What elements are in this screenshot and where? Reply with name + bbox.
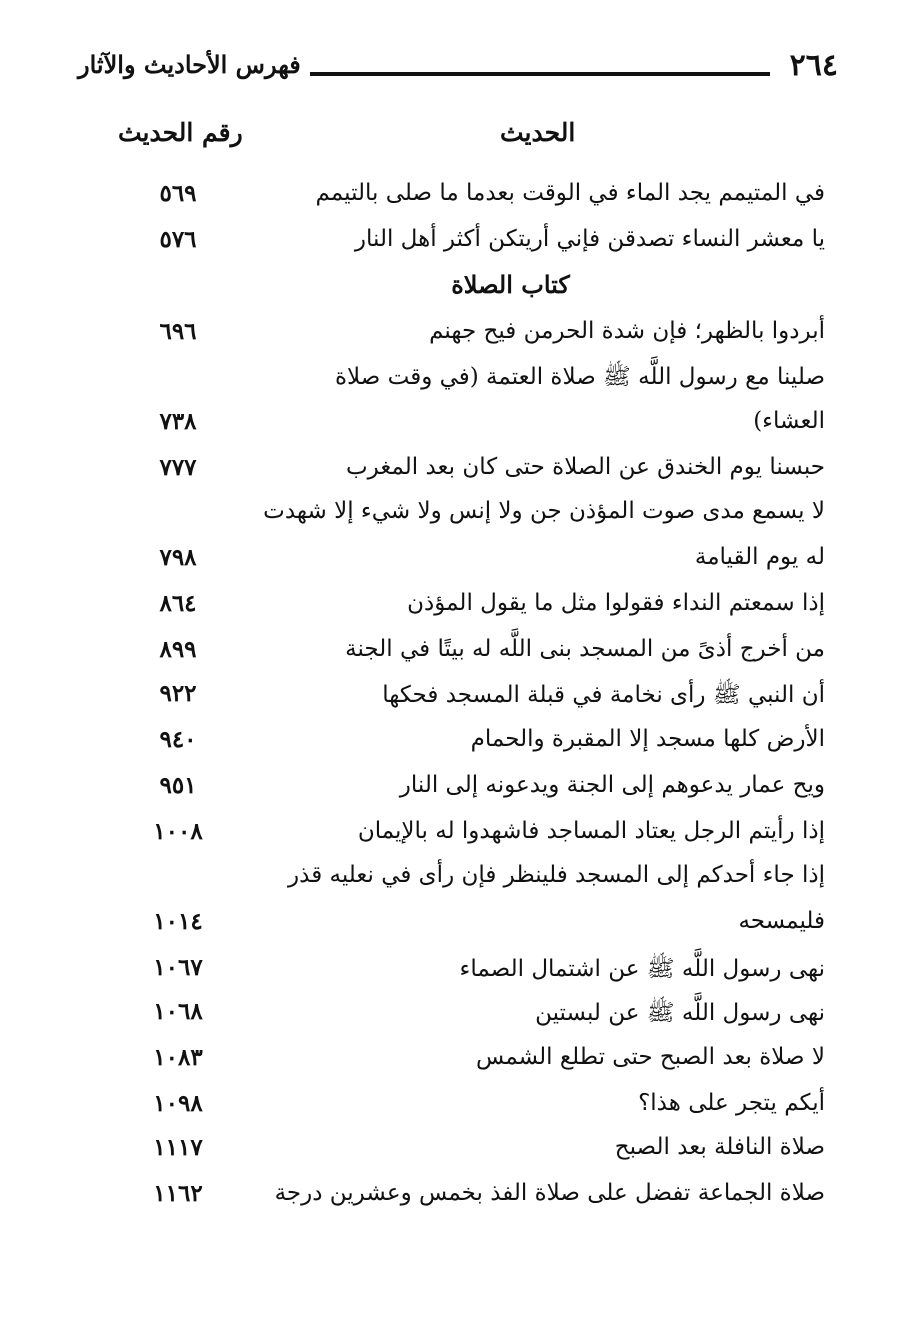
hadith-text: نهى رسول اللَّه ﷺ عن اشتمال الصماء	[459, 956, 825, 982]
hadith-text: صلاة الجماعة تفضل على صلاة الفذ بخمس وعشرين درجة	[274, 1180, 825, 1206]
header-rule	[310, 72, 770, 76]
hadith-text: لا يسمع مدى صوت المؤذن جن ولا إنس ولا شيء إلا شهدت	[263, 498, 825, 524]
list-item	[0, 362, 921, 408]
hadith-number: ٧٩٨	[159, 544, 197, 571]
hadith-number: ١١١٧	[153, 1134, 203, 1161]
running-title: فهرس الأحاديث والآثار	[78, 50, 301, 79]
list-item	[0, 772, 921, 818]
hadith-number: ٩٢٢	[159, 680, 197, 707]
hadith-number: ٨٩٩	[159, 636, 197, 663]
list-item	[0, 226, 921, 272]
hadith-text: إذا سمعتم النداء فقولوا مثل ما يقول المؤذن	[407, 590, 825, 616]
hadith-text: من أخرج أذىً من المسجد بنى اللَّه له بيتًا في الجنة	[345, 636, 825, 662]
list-item	[0, 680, 921, 726]
hadith-text: حبسنا يوم الخندق عن الصلاة حتى كان بعد المغرب	[346, 454, 825, 480]
list-item	[0, 726, 921, 772]
page-header	[78, 48, 838, 96]
hadith-number: ١٠١٤	[153, 908, 203, 935]
list-item	[0, 1134, 921, 1180]
list-item	[0, 318, 921, 364]
hadith-text: الأرض كلها مسجد إلا المقبرة والحمام	[470, 726, 825, 752]
section-title-text: كتاب الصلاة	[451, 270, 570, 299]
hadith-number: ١٠٨٣	[153, 1044, 203, 1071]
hadith-number: ٨٦٤	[159, 590, 197, 617]
list-item	[0, 590, 921, 636]
list-item	[0, 180, 921, 226]
list-item	[0, 544, 921, 590]
hadith-number: ٥٧٦	[159, 226, 197, 253]
hadith-text: لا صلاة بعد الصبح حتى تطلع الشمس	[476, 1044, 825, 1070]
hadith-number: ١٠٦٧	[153, 954, 203, 981]
list-item	[0, 1044, 921, 1090]
hadith-text: أبردوا بالظهر؛ فإن شدة الحرمن فيح جهنم	[429, 318, 825, 344]
list-item	[0, 908, 921, 954]
hadith-text: أيكم يتجر على هذا؟	[638, 1090, 825, 1116]
section-title	[0, 270, 921, 299]
page-number: ٢٦٤	[789, 48, 838, 83]
hadith-text: فليمسحه	[738, 908, 825, 934]
hadith-number: ١١٦٢	[153, 1180, 203, 1207]
hadith-text: يا معشر النساء تصدقن فإني أريتكن أكثر أهل النار	[354, 226, 825, 252]
column-header-hadith: الحديث	[500, 118, 576, 147]
hadith-number: ١٠٩٨	[153, 1090, 203, 1117]
hadith-text: في المتيمم يجد الماء في الوقت بعدما ما صلى بالتيمم	[315, 180, 825, 206]
hadith-text: صلينا مع رسول اللَّه ﷺ صلاة العتمة (في وقت صلاة	[335, 364, 825, 390]
list-item	[0, 408, 921, 454]
hadith-number: ٧٣٨	[159, 408, 197, 435]
hadith-number: ٧٧٧	[159, 454, 197, 481]
hadith-text: صلاة النافلة بعد الصبح	[614, 1134, 825, 1160]
hadith-text: نهى رسول اللَّه ﷺ عن لبستين	[535, 1000, 825, 1026]
hadith-text: أن النبي ﷺ رأى نخامة في قبلة المسجد فحكها	[382, 682, 825, 708]
hadith-text: له يوم القيامة	[694, 544, 825, 570]
hadith-text: إذا رأيتم الرجل يعتاد المساجد فاشهدوا له بالإيمان	[357, 818, 825, 844]
hadith-number: ٩٤٠	[159, 726, 197, 753]
column-header-number: رقم الحديث	[118, 118, 243, 147]
list-item	[0, 998, 921, 1044]
list-item	[0, 954, 921, 1000]
hadith-number: ٦٩٦	[159, 318, 197, 345]
list-item	[0, 862, 921, 908]
hadith-text: العشاء)	[753, 408, 825, 434]
list-item	[0, 454, 921, 500]
list-item	[0, 818, 921, 864]
hadith-text: إذا جاء أحدكم إلى المسجد فلينظر فإن رأى في نعليه قذر	[288, 862, 825, 888]
hadith-number: ١٠٦٨	[153, 998, 203, 1025]
list-item	[0, 1180, 921, 1226]
hadith-number: ٥٦٩	[159, 180, 197, 207]
list-item	[0, 498, 921, 544]
list-item	[0, 636, 921, 682]
list-item	[0, 1090, 921, 1136]
hadith-number: ١٠٠٨	[153, 818, 203, 845]
hadith-text: ويح عمار يدعوهم إلى الجنة ويدعونه إلى النار	[399, 772, 825, 798]
hadith-number: ٩٥١	[159, 772, 197, 799]
